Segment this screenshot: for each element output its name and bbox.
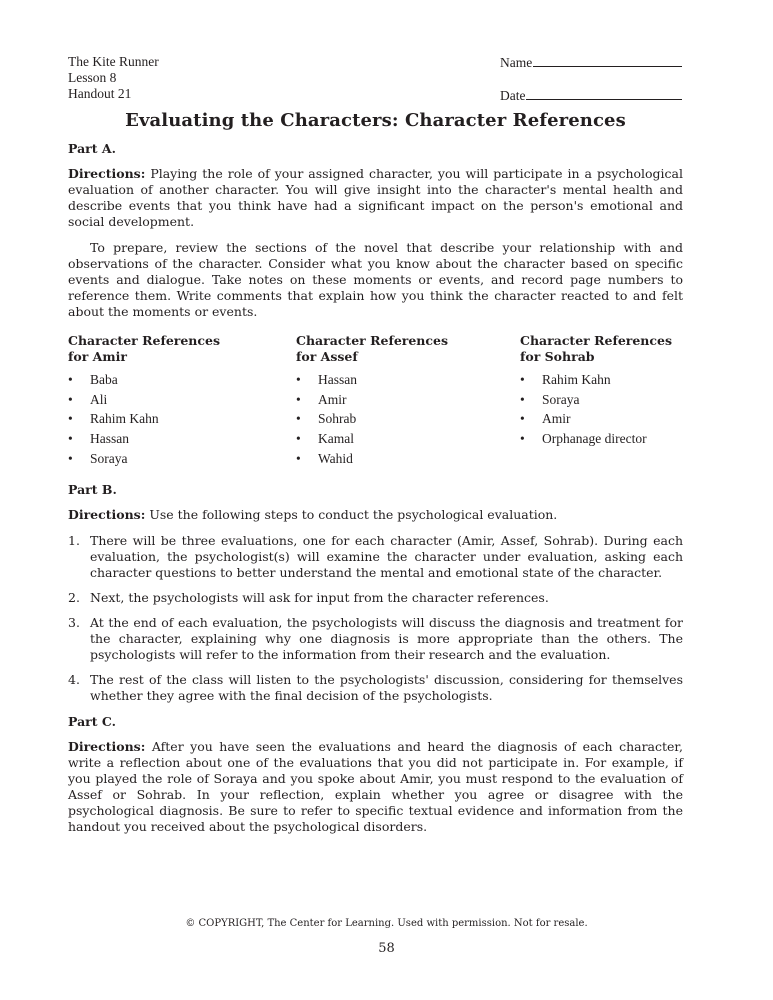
part-b-section xyxy=(68,482,683,704)
step-item xyxy=(68,615,683,663)
step-number: 3. xyxy=(68,615,80,631)
list-item xyxy=(520,429,683,449)
directions-text: After you have seen the evaluations and heard the diagnosis of each character, write a reflection about one of the evaluations that you did not participate in. For example, if you played the role of Soraya and you spoke about Amir, you must respond to the evaluation of Assef or Sohrab. In your reflection, explain whether you agree or disagree with the psychological diagnosis. Be sure to refer to specific textual evidence and information from the handout you received about the psychological disorders. xyxy=(68,739,683,835)
step-number: 4. xyxy=(68,672,80,688)
bullet-icon: • xyxy=(520,411,525,427)
part-a-prepare-text: To prepare, review the sections of the novel that describe your relationship with and observations of the character. Consider what you know about the character based on specific events and dialogue. Take notes on these moments or events, and record page numbers to reference them. Write comments that explain how you think the character reacted to and felt about the moments or events. xyxy=(68,240,683,319)
step-text: At the end of each evaluation, the psychologists will discuss the diagnosis and treatment for the character, explaining why one diagnosis is more appropriate than the others. The psychologists will refer to the information from their research and the evaluation. xyxy=(90,615,683,663)
ref-name: Sohrab xyxy=(318,411,357,427)
header-info xyxy=(68,54,159,102)
list-item xyxy=(68,370,296,390)
references-sohrab xyxy=(520,333,683,468)
list-item xyxy=(296,370,520,390)
directions-label: Directions: xyxy=(68,166,146,181)
part-b-directions xyxy=(68,507,683,523)
list-item xyxy=(520,370,683,390)
directions-label: Directions: xyxy=(68,507,146,523)
references-amir xyxy=(68,333,296,468)
ref-name: Ali xyxy=(90,391,108,407)
page-title: Evaluating the Characters: Character References xyxy=(125,110,626,131)
part-c-directions xyxy=(68,739,683,835)
name-label: Name xyxy=(500,55,533,70)
evaluation-steps xyxy=(68,533,683,704)
ref-name: Hassan xyxy=(90,430,129,446)
ref-name: Baba xyxy=(90,371,118,387)
handout-number: Handout 21 xyxy=(68,86,132,101)
date-label: Date xyxy=(500,88,526,103)
step-text: The rest of the class will listen to the psychologists' discussion, considering for themselves whether they agree with the final decision of the psychologists. xyxy=(90,672,683,704)
ref-name: Hassan xyxy=(318,371,357,387)
list-item xyxy=(68,409,296,429)
ref-list xyxy=(520,370,683,449)
student-fields xyxy=(500,54,682,104)
ref-name: Rahim Kahn xyxy=(90,411,159,427)
part-a-directions xyxy=(68,166,683,230)
ref-name: Amir xyxy=(542,411,571,427)
bullet-icon: • xyxy=(68,371,73,387)
bullet-icon: • xyxy=(296,411,301,427)
step-item xyxy=(68,533,683,581)
bullet-icon: • xyxy=(296,371,301,387)
ref-title xyxy=(520,333,683,365)
ref-title-line1: Character References xyxy=(296,333,448,348)
handout-page xyxy=(68,54,683,835)
ref-name: Soraya xyxy=(90,450,128,466)
bullet-icon: • xyxy=(520,430,525,446)
directions-text: Use the following steps to conduct the psychological evaluation. xyxy=(145,507,558,523)
date-blank-line[interactable] xyxy=(526,87,682,100)
directions-label: Directions: xyxy=(68,739,146,755)
bullet-icon: • xyxy=(520,371,525,387)
list-item xyxy=(68,449,296,469)
ref-title-line2: for Amir xyxy=(68,349,127,364)
ref-name: Orphanage director xyxy=(542,430,647,446)
page-header xyxy=(68,54,683,104)
bullet-icon: • xyxy=(68,411,73,427)
name-blank-line[interactable] xyxy=(533,54,682,67)
bullet-icon: • xyxy=(520,391,525,407)
step-text: There will be three evaluations, one for each character (Amir, Assef, Sohrab). During each evaluation, the psychologist(s) will examine the character under evaluation, asking each character questions to better understand the mental and emotional state of the character. xyxy=(90,533,683,581)
part-b-label: Part B. xyxy=(68,482,117,498)
list-item xyxy=(296,409,520,429)
ref-title-line1: Character References xyxy=(520,333,672,348)
part-a-section xyxy=(68,141,683,468)
list-item xyxy=(520,409,683,429)
ref-title-line1: Character References xyxy=(68,333,220,348)
directions-text: Playing the role of your assigned character, you will participate in a psychological evaluation of another character. You will give insight into the character's mental health and describe events that you think have had a significant impact on the person's emotional and social development. xyxy=(68,166,683,229)
list-item xyxy=(296,429,520,449)
bullet-icon: • xyxy=(296,450,301,466)
ref-list xyxy=(296,370,520,468)
list-item xyxy=(296,390,520,410)
step-number: 1. xyxy=(68,533,80,549)
ref-name: Kamal xyxy=(318,430,354,446)
list-item xyxy=(68,429,296,449)
lesson-number: Lesson 8 xyxy=(68,70,117,85)
list-item xyxy=(520,390,683,410)
ref-title-line2: for Sohrab xyxy=(520,349,595,364)
ref-list xyxy=(68,370,296,468)
ref-title xyxy=(68,333,296,365)
list-item xyxy=(296,449,520,469)
ref-name: Amir xyxy=(318,391,347,407)
step-item xyxy=(68,590,683,606)
bullet-icon: • xyxy=(68,450,73,466)
ref-title xyxy=(296,333,520,365)
part-c-label: Part C. xyxy=(68,714,116,730)
part-c-section xyxy=(68,714,683,835)
page-number: 58 xyxy=(378,941,395,956)
copyright-notice: © COPYRIGHT, The Center for Learning. Used with permission. Not for resale. xyxy=(185,918,588,929)
step-number: 2. xyxy=(68,590,80,606)
ref-name: Rahim Kahn xyxy=(542,371,611,387)
character-references xyxy=(68,333,683,468)
name-field[interactable] xyxy=(500,54,682,71)
ref-title-line2: for Assef xyxy=(296,349,358,364)
bullet-icon: • xyxy=(296,430,301,446)
bullet-icon: • xyxy=(296,391,301,407)
list-item xyxy=(68,390,296,410)
ref-name: Soraya xyxy=(542,391,580,407)
ref-name: Wahid xyxy=(318,450,353,466)
book-title: The Kite Runner xyxy=(68,54,159,69)
part-a-label: Part A. xyxy=(68,141,116,156)
references-assef xyxy=(296,333,520,468)
bullet-icon: • xyxy=(68,391,73,407)
date-field[interactable] xyxy=(500,87,682,104)
bullet-icon: • xyxy=(68,430,73,446)
step-text: Next, the psychologists will ask for input from the character references. xyxy=(90,590,549,606)
step-item xyxy=(68,672,683,704)
